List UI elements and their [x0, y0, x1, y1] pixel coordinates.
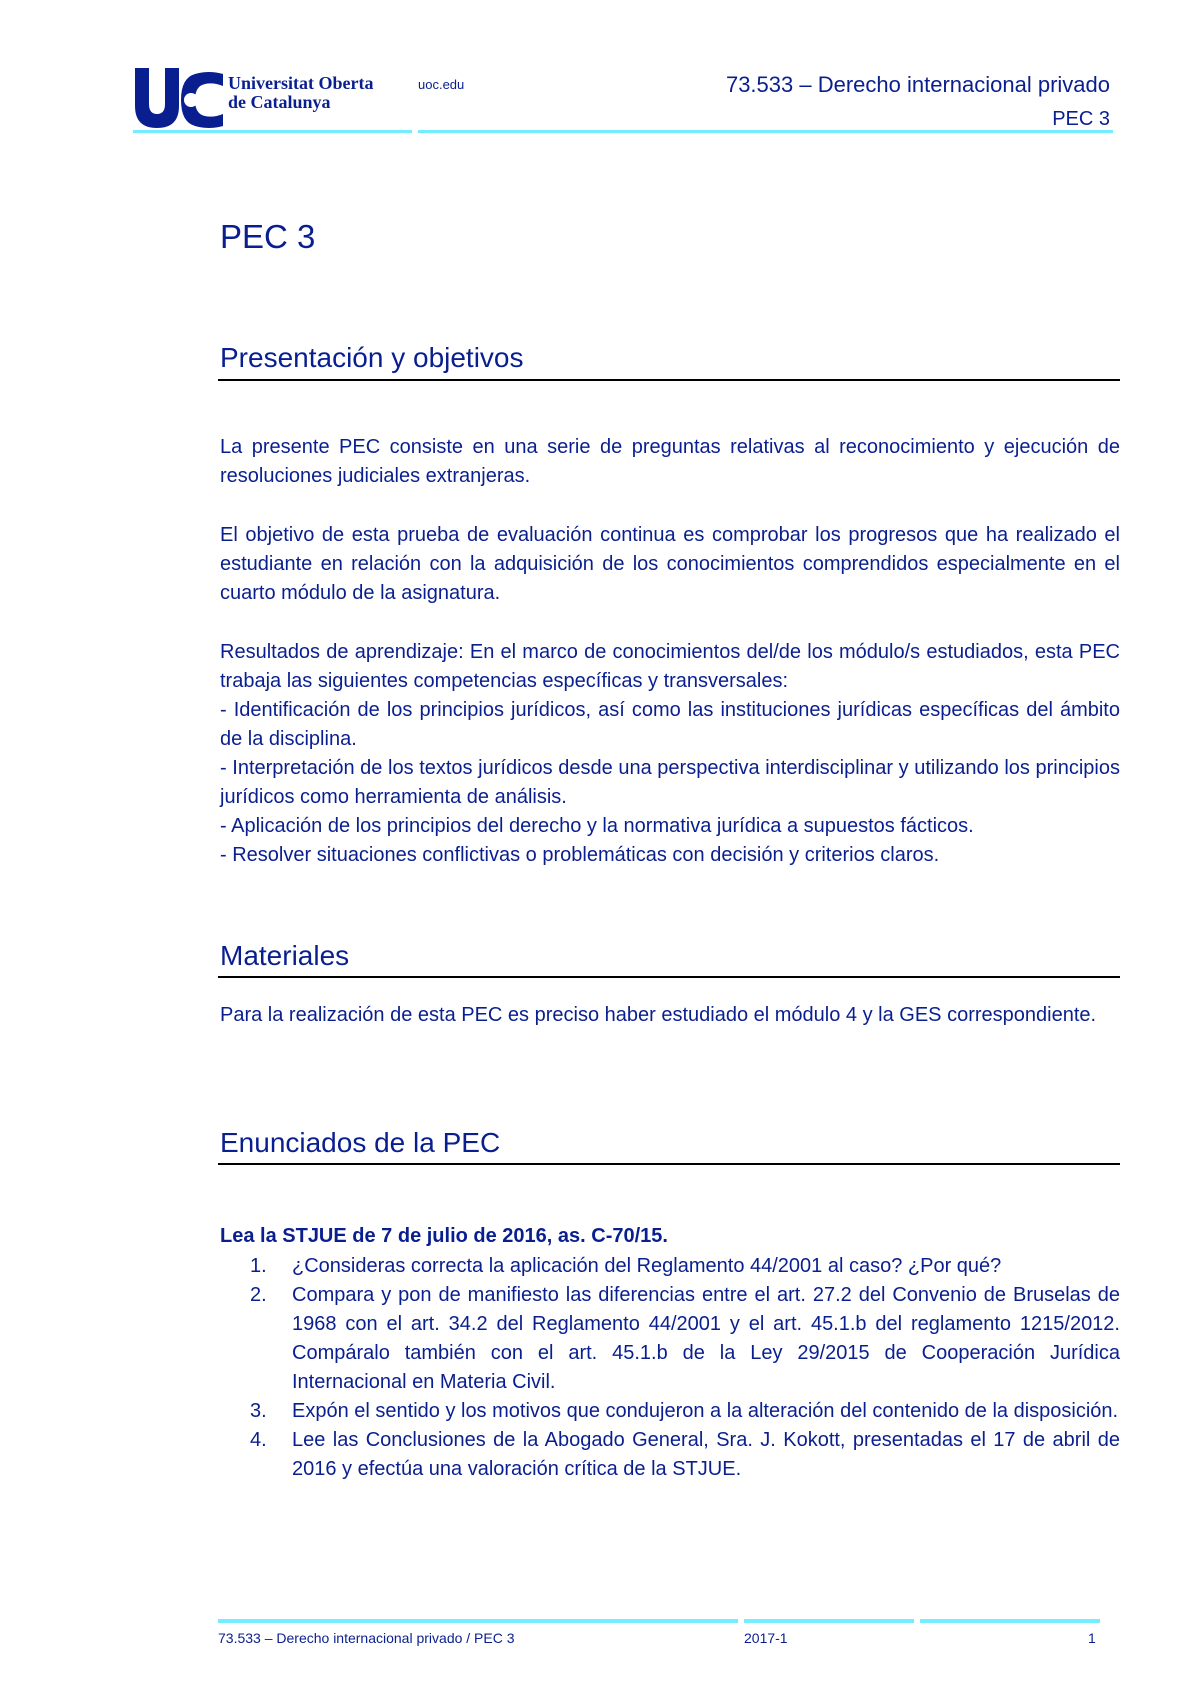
footer-accent-bar-2	[744, 1619, 914, 1623]
footer-course: 73.533 – Derecho internacional privado / PEC 3	[218, 1630, 515, 1646]
question-text: Compara y pon de manifiesto las diferencias entre el art. 27.2 del Convenio de Bruselas de 1968 con el art. 34.2 del Reglamento 44/2001 y el art. 45.1.b del reglamento 1215/2012. Compáralo también con el art. 45.1.b de la Ley 29/2015 de Cooperación Jurídica Internacional en Materia Civil.	[292, 1284, 1120, 1393]
paragraph-materiales: Para la realización de esta PEC es preciso haber estudiado el módulo 4 y la GES correspondiente.	[220, 1004, 1097, 1026]
section-heading-presentacion: Presentación y objetivos	[220, 342, 524, 373]
question-number: 3.	[250, 1400, 267, 1422]
footer-accent-bar-1	[218, 1619, 738, 1623]
section-heading-materiales: Materiales	[220, 940, 350, 971]
university-name	[228, 74, 373, 112]
header-accent-bar-1	[133, 130, 412, 133]
competence-item: - Aplicación de los principios del derecho y la normativa jurídica a supuestos fácticos.	[220, 815, 974, 837]
website-link[interactable]: uoc.edu	[418, 77, 465, 92]
question-item	[250, 1397, 1120, 1426]
question-item	[250, 1426, 1120, 1484]
header-doc-id: PEC 3	[1052, 108, 1110, 130]
question-text: Lee las Conclusiones de la Abogado General, Sra. J. Kokott, presentadas el 17 de abril de 2016 y efectúa una valoración crítica de la STJUE.	[292, 1429, 1120, 1480]
university-line-1: Universitat Oberta	[228, 73, 374, 93]
paragraph-objective: El objetivo de esta prueba de evaluación continua es comprobar los progresos que ha realizado el estudiante en relación con la adquisición de los conocimientos comprendidos especialmente en el cuarto módulo de la asignatura.	[220, 524, 1120, 604]
header-accent-bar-2	[418, 130, 1113, 133]
question-text: ¿Consideras correcta la aplicación del Reglamento 44/2001 al caso? ¿Por qué?	[292, 1255, 1002, 1277]
reading-instruction: Lea la STJUE de 7 de julio de 2016, as. C-70/15.	[220, 1225, 668, 1247]
question-item	[250, 1252, 1120, 1281]
footer-accent-bar-3	[920, 1619, 1100, 1623]
header-course-title: 73.533 – Derecho internacional privado	[725, 72, 1110, 97]
uoc-logo	[133, 68, 223, 132]
learning-results-intro: Resultados de aprendizaje: En el marco de conocimientos del/de los módulo/s estudiados, esta PEC trabaja las siguientes competencias específicas y transversales:	[220, 641, 1120, 692]
questions-list	[220, 1252, 1120, 1484]
learning-results	[220, 638, 1120, 870]
footer-term: 2017-1	[744, 1630, 788, 1646]
competence-item: - Identificación de los principios jurídicos, así como las instituciones jurídicas específicas del ámbito de la disciplina.	[220, 699, 1120, 750]
page-title: PEC 3	[220, 218, 316, 255]
footer-page-number: 1	[1088, 1630, 1096, 1646]
paragraph-intro: La presente PEC consiste en una serie de preguntas relativas al reconocimiento y ejecución de resoluciones judiciales extranjeras.	[220, 436, 1120, 487]
question-item	[250, 1281, 1120, 1397]
question-number: 2.	[250, 1284, 267, 1306]
competence-item: - Resolver situaciones conflictivas o problemáticas con decisión y criterios claros.	[220, 844, 940, 866]
section-divider	[218, 976, 1120, 978]
question-text: Expón el sentido y los motivos que condujeron a la alteración del contenido de la disposición.	[292, 1400, 1119, 1422]
competence-item: - Interpretación de los textos jurídicos desde una perspectiva interdisciplinar y utilizando los principios jurídicos como herramienta de análisis.	[220, 757, 1120, 808]
question-number: 1.	[250, 1255, 267, 1277]
university-line-2: de Catalunya	[228, 92, 331, 112]
section-divider	[218, 379, 1120, 381]
section-divider	[218, 1163, 1120, 1165]
section-heading-enunciados: Enunciados de la PEC	[220, 1127, 501, 1158]
question-number: 4.	[250, 1429, 267, 1451]
